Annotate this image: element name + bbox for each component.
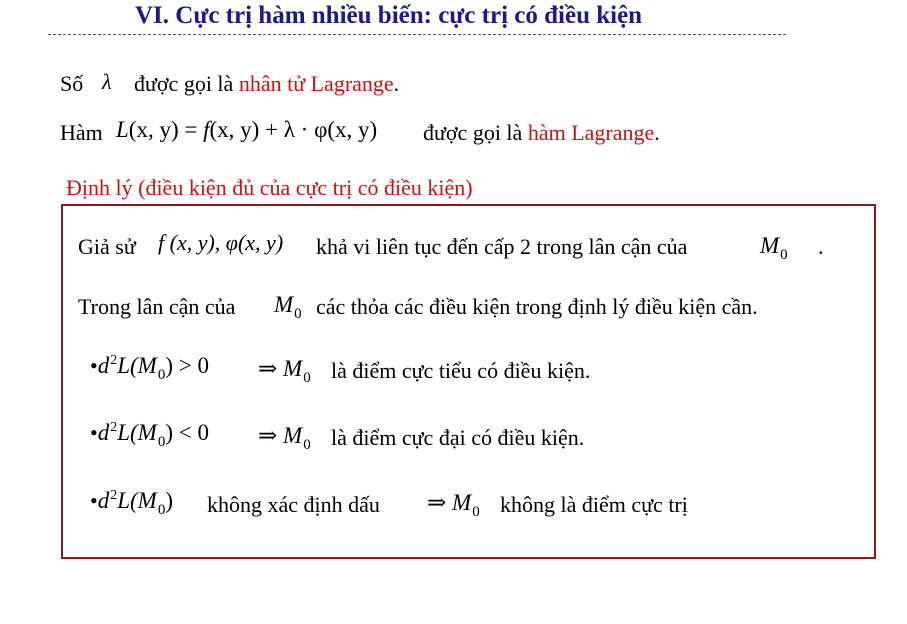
- lagrange-multiplier-line: [60, 71, 83, 97]
- suppose-prefix: Giả sử: [78, 234, 136, 259]
- line1-end: .: [393, 71, 400, 96]
- d-superscript: 2: [110, 488, 118, 503]
- lagrange-function-formula: [116, 117, 377, 143]
- suppose-end: .: [818, 234, 824, 259]
- m-subscript: 0: [303, 437, 311, 453]
- m-subscript: 0: [780, 247, 788, 263]
- close-paren: ): [165, 488, 173, 513]
- d-superscript: 2: [110, 353, 118, 368]
- formula-f: f: [203, 117, 210, 142]
- d-letter: d: [97, 488, 110, 513]
- case-max-implication: [258, 423, 311, 453]
- case-min-result: là điểm cực tiểu có điều kiện.: [331, 358, 591, 383]
- l-of-m: L(M: [117, 353, 157, 378]
- case-max-result: là điểm cực đại có điều kiện.: [331, 425, 585, 450]
- case-max-condition: [90, 420, 209, 450]
- m-letter: M: [452, 490, 472, 515]
- line1-mid: được gọi là: [134, 71, 234, 96]
- line1-prefix: Số: [60, 71, 84, 96]
- lagrange-function-text: [423, 120, 660, 146]
- case-none-implication: [427, 490, 480, 520]
- lambda-symbol: λ: [102, 69, 112, 94]
- implies-arrow: ⇒: [258, 356, 278, 381]
- m-letter: M: [274, 292, 294, 317]
- condition-sign: > 0: [173, 353, 209, 378]
- m-letter: M: [760, 233, 780, 258]
- case-none-result: không là điểm cực trị: [500, 492, 688, 517]
- close-paren: ): [165, 353, 173, 378]
- lagrange-multiplier-term: nhân tử Lagrange: [238, 71, 394, 96]
- close-paren: ): [165, 420, 173, 445]
- lagrange-function-term: hàm Lagrange: [527, 120, 655, 145]
- bullet: •: [90, 488, 98, 513]
- case-none-condition: [90, 488, 173, 518]
- slide-title: VI. Cực trị hàm nhiều biến: cực trị có điều kiện: [135, 2, 643, 29]
- m-letter: M: [283, 423, 303, 448]
- dashed-divider: [48, 34, 786, 35]
- d-letter: d: [97, 420, 110, 445]
- formula-args1: (x, y) =: [128, 117, 198, 142]
- d-letter: d: [97, 353, 110, 378]
- line2-mid: được gọi là: [423, 120, 523, 145]
- theorem-heading: Định lý (điều kiện đủ của cực trị có điều kiện): [66, 175, 473, 200]
- case-none-middle: không xác định dấu: [207, 492, 380, 517]
- d-superscript: 2: [110, 420, 118, 435]
- line2-prefix: Hàm: [60, 120, 103, 145]
- neighborhood-prefix: Trong lân cận của: [78, 294, 236, 319]
- m0-symbol: [760, 233, 788, 263]
- formula-args2: (x, y) + λ · φ(x, y): [209, 117, 378, 142]
- bullet: •: [90, 420, 98, 445]
- suppose-text: khả vi liên tục đến cấp 2 trong lân cận của: [316, 234, 688, 259]
- bullet: •: [90, 353, 98, 378]
- m-subscript: 0: [472, 504, 480, 520]
- m-subscript: 0: [157, 367, 166, 383]
- m-letter: M: [283, 356, 303, 381]
- implies-arrow: ⇒: [427, 490, 447, 515]
- m-subscript: 0: [294, 306, 302, 322]
- condition-sign: < 0: [173, 420, 209, 445]
- line2-end: .: [654, 120, 660, 145]
- m0-symbol: [274, 292, 302, 322]
- case-min-implication: [258, 356, 311, 386]
- suppose-functions: f (x, y), φ(x, y): [158, 230, 284, 255]
- neighborhood-text: các thỏa các điều kiện trong định lý điều kiện cần.: [316, 294, 758, 319]
- l-of-m: L(M: [117, 420, 157, 445]
- m-subscript: 0: [157, 434, 166, 450]
- m-subscript: 0: [157, 502, 166, 518]
- l-of-m: L(M: [117, 488, 157, 513]
- lagrange-multiplier-text: [134, 71, 399, 97]
- implies-arrow: ⇒: [258, 423, 278, 448]
- formula-L: L: [116, 117, 129, 142]
- m-subscript: 0: [303, 370, 311, 386]
- case-min-condition: [90, 353, 209, 383]
